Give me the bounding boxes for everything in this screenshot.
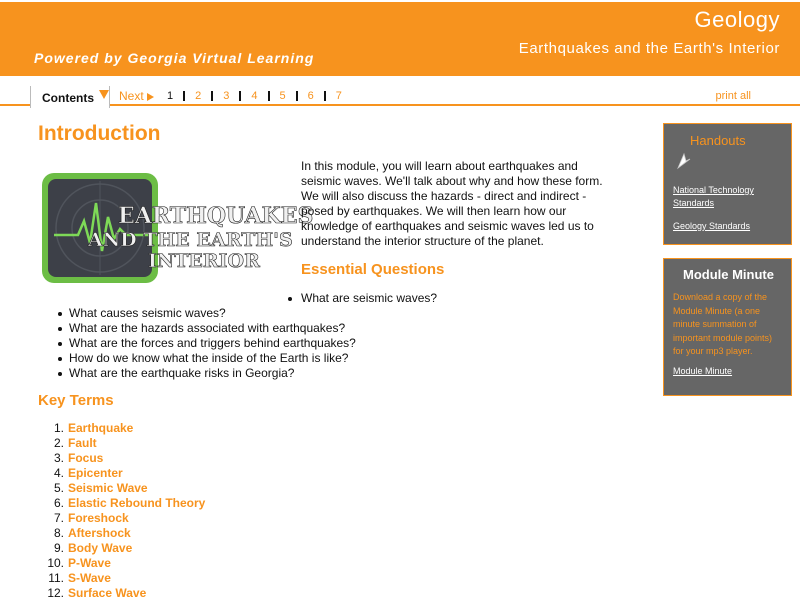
term-link-aftershock[interactable]: Aftershock (68, 526, 131, 540)
essential-questions-heading: Essential Questions (301, 261, 445, 278)
term-number: 10. (47, 556, 64, 570)
key-terms-list (38, 421, 205, 601)
page-separator (211, 91, 213, 101)
term-link-p-wave[interactable]: P-Wave (68, 556, 111, 570)
list-item: How do we know what the inside of the Earth is like? (38, 351, 356, 366)
list-item: What are the forces and triggers behind earthquakes? (38, 336, 356, 351)
term-link-earthquake[interactable]: Earthquake (68, 421, 134, 435)
list-item (38, 421, 205, 436)
term-link-body-wave[interactable]: Body Wave (68, 541, 133, 555)
page-title: Introduction (38, 122, 161, 145)
list-item (38, 571, 205, 586)
pointer-arrow-icon (676, 152, 692, 170)
list-item (38, 496, 205, 511)
handouts-panel (663, 123, 792, 245)
page-header (0, 0, 800, 76)
module-minute-title: Module Minute (683, 267, 774, 282)
page-separator (183, 91, 185, 101)
course-title: Geology (694, 7, 780, 32)
page-link-5[interactable]: 5 (279, 90, 286, 102)
page-separator (239, 91, 241, 101)
list-item (38, 511, 205, 526)
term-link-elastic-rebound-theory[interactable]: Elastic Rebound Theory (68, 496, 206, 510)
term-link-seismic-wave[interactable]: Seismic Wave (68, 481, 148, 495)
list-item (38, 451, 205, 466)
page-link-3[interactable]: 3 (223, 90, 230, 102)
term-link-s-wave[interactable]: S-Wave (68, 571, 111, 585)
logo-text-line2: AND THE EARTH'S (88, 229, 293, 251)
term-number: 2. (53, 436, 64, 450)
term-link-fault[interactable]: Fault (68, 436, 97, 450)
term-link-epicenter[interactable]: Epicenter (68, 466, 123, 480)
list-item: What are the earthquake risks in Georgia? (38, 366, 356, 381)
contents-label: Contents (42, 91, 94, 105)
list-item (38, 586, 205, 601)
page-link-2[interactable]: 2 (195, 90, 202, 102)
logo-text-line3: INTERIOR (148, 250, 260, 272)
term-number: 1. (53, 421, 64, 435)
module-logo-image (42, 173, 314, 285)
page-link-1: 1 (167, 90, 174, 102)
list-item (38, 526, 205, 541)
module-title: Earthquakes and the Earth's Interior (518, 40, 780, 57)
module-minute-link[interactable]: Module Minute (673, 366, 733, 376)
list-item (38, 556, 205, 571)
module-minute-panel (663, 258, 792, 396)
essential-questions-list (38, 306, 356, 381)
handouts-title: Handouts (690, 133, 746, 148)
term-number: 11. (48, 571, 64, 585)
print-all-link[interactable]: print all (715, 90, 751, 102)
page-separator (296, 91, 298, 101)
page-separator (324, 91, 326, 101)
essential-questions-list-first (301, 291, 437, 305)
term-number: 5. (53, 481, 64, 495)
dropdown-arrow-icon (99, 90, 109, 99)
national-technology-standards-link[interactable]: National Technology Standards (673, 185, 754, 208)
key-terms-heading: Key Terms (38, 392, 114, 409)
powered-by-banner: Powered by Georgia Virtual Learning (34, 50, 315, 66)
module-minute-description: Download a copy of the Module Minute (a one minute summation of important module points) for your mp3 player. (673, 292, 773, 356)
page-navigation (0, 86, 800, 106)
list-item (38, 481, 205, 496)
list-item: What are seismic waves? (301, 291, 438, 305)
list-item: What are the hazards associated with earthquakes? (38, 321, 356, 336)
contents-dropdown[interactable] (30, 86, 110, 108)
term-link-surface-wave[interactable]: Surface Wave (68, 586, 147, 600)
list-item: What causes seismic waves? (38, 306, 356, 321)
next-arrow-icon[interactable] (147, 93, 154, 101)
logo-text-line1: EARTHQUAKES (118, 203, 314, 229)
term-number: 9. (53, 541, 64, 555)
term-number: 6. (53, 496, 64, 510)
list-item (38, 541, 205, 556)
list-item (38, 466, 205, 481)
term-number: 3. (53, 451, 64, 465)
term-link-focus[interactable]: Focus (68, 451, 104, 465)
page-separator (268, 91, 270, 101)
page-link-7[interactable]: 7 (335, 90, 342, 102)
page-link-6[interactable]: 6 (307, 90, 314, 102)
list-item (38, 436, 205, 451)
term-number: 12. (47, 586, 64, 600)
term-number: 8. (53, 526, 64, 540)
intro-paragraph: In this module, you will learn about earthquakes and seismic waves. We'll talk about why and how these form. We will also discuss the hazards - direct and indirect - posed by earthquakes. We will then learn how our knowledge of earthquakes and seismic waves led us to understand the interior structure of the planet. (301, 159, 603, 248)
page-links (167, 90, 342, 102)
term-link-foreshock[interactable]: Foreshock (68, 511, 129, 525)
term-number: 4. (53, 466, 64, 480)
page-link-4[interactable]: 4 (251, 90, 258, 102)
term-number: 7. (53, 511, 64, 525)
geology-standards-link[interactable]: Geology Standards (673, 221, 751, 231)
next-link[interactable]: Next (119, 89, 144, 103)
